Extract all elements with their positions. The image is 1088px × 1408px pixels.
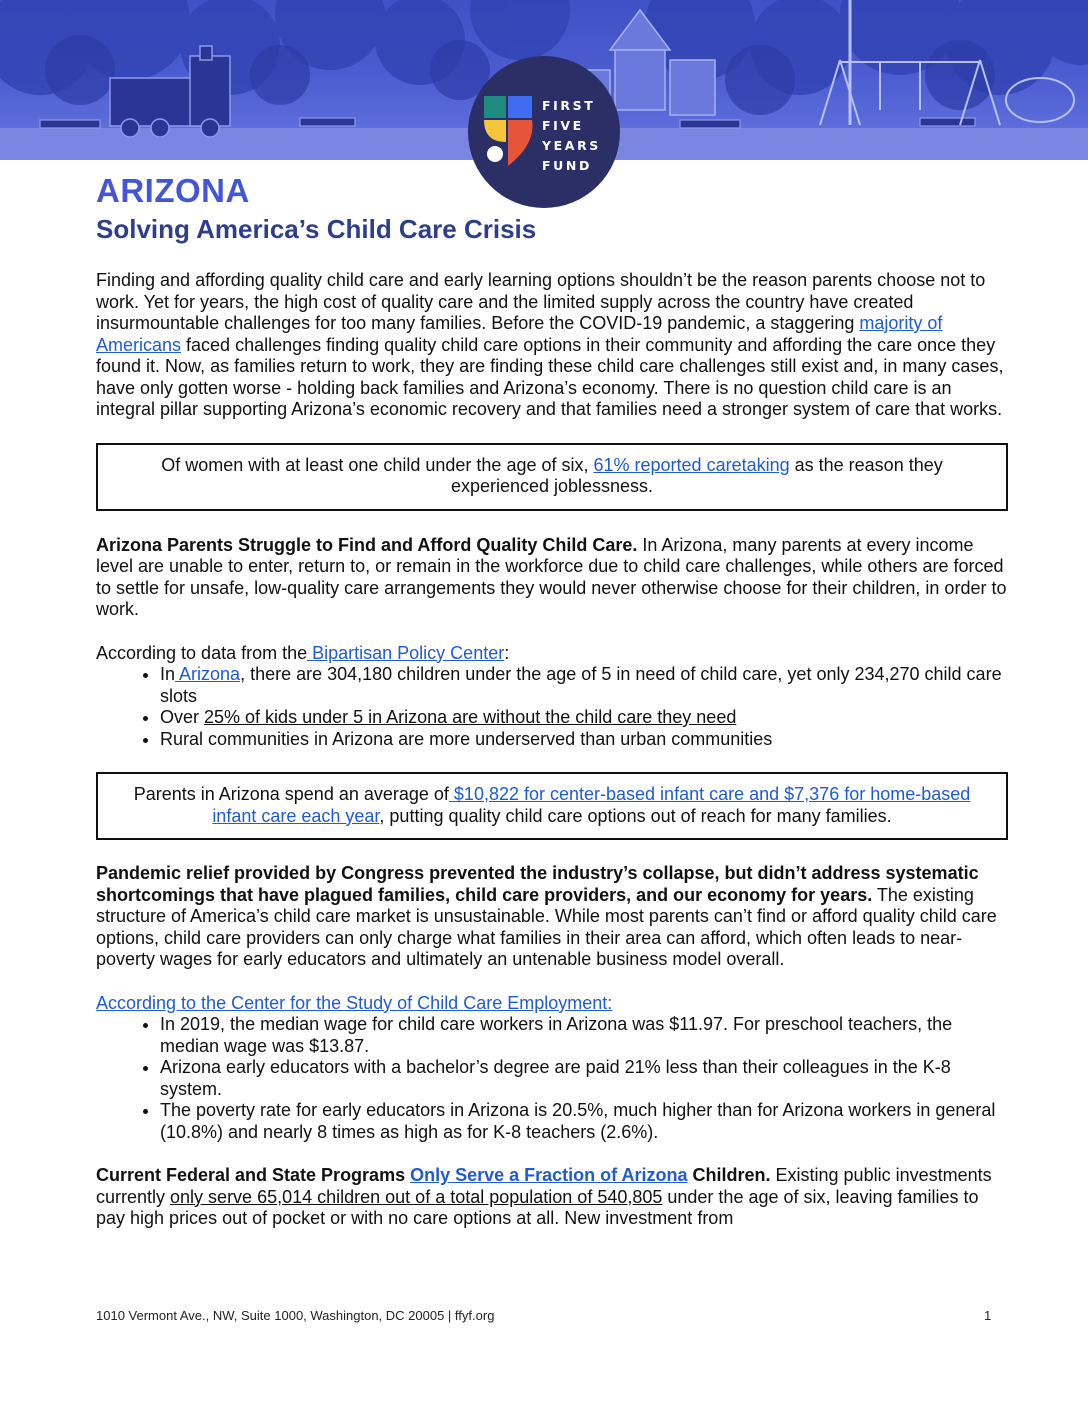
list-item xyxy=(160,707,1008,729)
callout-text: Of women with at least one child under the age of six, xyxy=(161,454,594,475)
list-item: • The poverty rate for early educators in Arizona is 20.5%, much higher than for Arizona workers in general (10.8%) and nearly 8 times as high as for K-8 teachers (2.6%). xyxy=(160,1100,1008,1143)
page-subtitle: Solving America’s Child Care Crisis xyxy=(96,214,537,244)
section-heading xyxy=(96,1165,771,1185)
page-number: 1 xyxy=(984,1308,992,1323)
intro-paragraph xyxy=(96,270,1008,421)
heading-text: Current Federal and State Programs xyxy=(96,1165,411,1185)
arizona-link[interactable]: Arizona xyxy=(175,664,241,684)
underlined-stat: only serve 65,014 children out of a total population of 540,805 xyxy=(170,1186,663,1207)
cscce-bullet-list xyxy=(96,1014,1008,1143)
section-heading: Arizona Parents Struggle to Find and Afford Quality Child Care. xyxy=(96,534,638,555)
logo-line: YEARS xyxy=(542,138,601,153)
ffyf-logo xyxy=(468,56,620,208)
section-parents-struggle xyxy=(96,535,1008,621)
callout-box-caretaking xyxy=(96,443,1008,511)
section-body-cont: under the age of six, leaving families to pay high prices out of pocket or with no care options at all. New investment from xyxy=(96,1186,979,1228)
section-heading: Pandemic relief provided by Congress prevented the industry’s collapse, but didn’t address systematic shortcomings that have plagued families, child care providers, and our economy for years. xyxy=(96,863,979,905)
section-body: Existing public investments currently xyxy=(96,1165,992,1207)
bpc-intro xyxy=(96,643,1008,665)
caretaking-link[interactable]: 61% reported caretaking xyxy=(593,454,790,475)
intro-text: Finding and affording quality child care and early learning options shouldn’t be the reason parents choose not to work. Yet for years, the high cost of quality care and the limited supply across the country have created insurmountable challenges for too many families. Before the COVID-19 pandemic, a staggering xyxy=(96,270,986,333)
cscce-intro xyxy=(96,993,1008,1015)
list-item: • In 2019, the median wage for child care workers in Arizona was $11.97. For preschool teachers, the median wage was $13.87. xyxy=(160,1014,1008,1057)
bullet-text: Rural communities in Arizona are more underserved than urban communities xyxy=(160,728,773,749)
callout-text-cont: as the reason they experienced joblessness. xyxy=(450,454,943,496)
underlined-stat: 25% of kids under 5 in Arizona are without the child care they need xyxy=(204,707,737,727)
logo-teal-square xyxy=(484,96,506,118)
callout-box-costs xyxy=(96,772,1008,840)
intro-text-cont: faced challenges finding quality child care options in their community and affording the care once they found it. Now, as families return to work, they are finding these child care challenges still exist and, in many cases, have only gotten worse - holding back families and Arizona’s economy. There is no question child care is an integral pillar supporting Arizona’s economic recovery and that families need a stronger system of care that works. xyxy=(96,334,1004,419)
logo-line: FIRST xyxy=(542,98,596,113)
cscce-link[interactable]: According to the Center for the Study of Child Care Employment: xyxy=(96,992,613,1013)
logo-line: FUND xyxy=(542,158,592,173)
bpc-text: According to data from the xyxy=(96,642,308,663)
footer-address: 1010 Vermont Ave., NW, Suite 1000, Washington, DC 20005 | ffyf.org xyxy=(96,1308,495,1323)
document-body xyxy=(96,270,1008,1230)
logo-mark-icon xyxy=(484,96,536,166)
bpc-colon: : xyxy=(504,642,510,663)
fraction-of-arizona-link[interactable]: Only Serve a Fraction of Arizona xyxy=(410,1165,688,1185)
logo-white-dot xyxy=(487,146,503,162)
logo-red-shape xyxy=(508,120,533,166)
logo-line: FIVE xyxy=(542,118,584,133)
bpc-bullet-list xyxy=(96,664,1008,750)
section-pandemic-relief xyxy=(96,863,1008,971)
infant-care-cost-link[interactable]: $10,822 for center-based infant care and $7,376 for home-based infant care each year xyxy=(212,784,971,826)
list-item xyxy=(160,664,1008,707)
page-title: ARIZONA xyxy=(96,172,250,209)
section-body: In Arizona, many parents at every income level are unable to enter, return to, or remain in the workforce due to child care challenges, while others are forced to settle for unsafe, low-quality care arrangements they would never otherwise choose for their children, in order to work. xyxy=(96,534,1007,619)
bullet-text: In xyxy=(160,664,176,684)
logo-yellow-shape xyxy=(484,120,506,142)
logo-blue-block xyxy=(508,96,532,118)
bullet-text-cont: , there are 304,180 children under the age of 5 in need of child care, yet only 234,270 child care slots xyxy=(160,664,1002,706)
list-item: • Arizona early educators with a bachelor’s degree are paid 21% less than their colleagues in the K-8 system. xyxy=(160,1057,1008,1100)
callout-text-cont: , putting quality child care options out of reach for many families. xyxy=(379,805,892,826)
bipartisan-policy-center-link[interactable]: Bipartisan Policy Center xyxy=(307,642,505,663)
bullet-text: Over xyxy=(160,707,205,727)
list-item xyxy=(160,729,1008,751)
logo-wordmark xyxy=(542,96,601,176)
section-body: The existing structure of America’s child care market is unsustainable. While most parents can’t find or afford quality child care options, child care providers can only charge what families in their area can afford, which often leads to near-poverty wages for early educators and ultimately an untenable business model overall. xyxy=(96,884,997,969)
section-programs xyxy=(96,1165,1008,1230)
heading-text-cont: Children. xyxy=(687,1165,771,1185)
callout-text: Parents in Arizona spend an average of xyxy=(133,784,449,804)
majority-of-americans-link[interactable]: majority of Americans xyxy=(96,313,943,355)
